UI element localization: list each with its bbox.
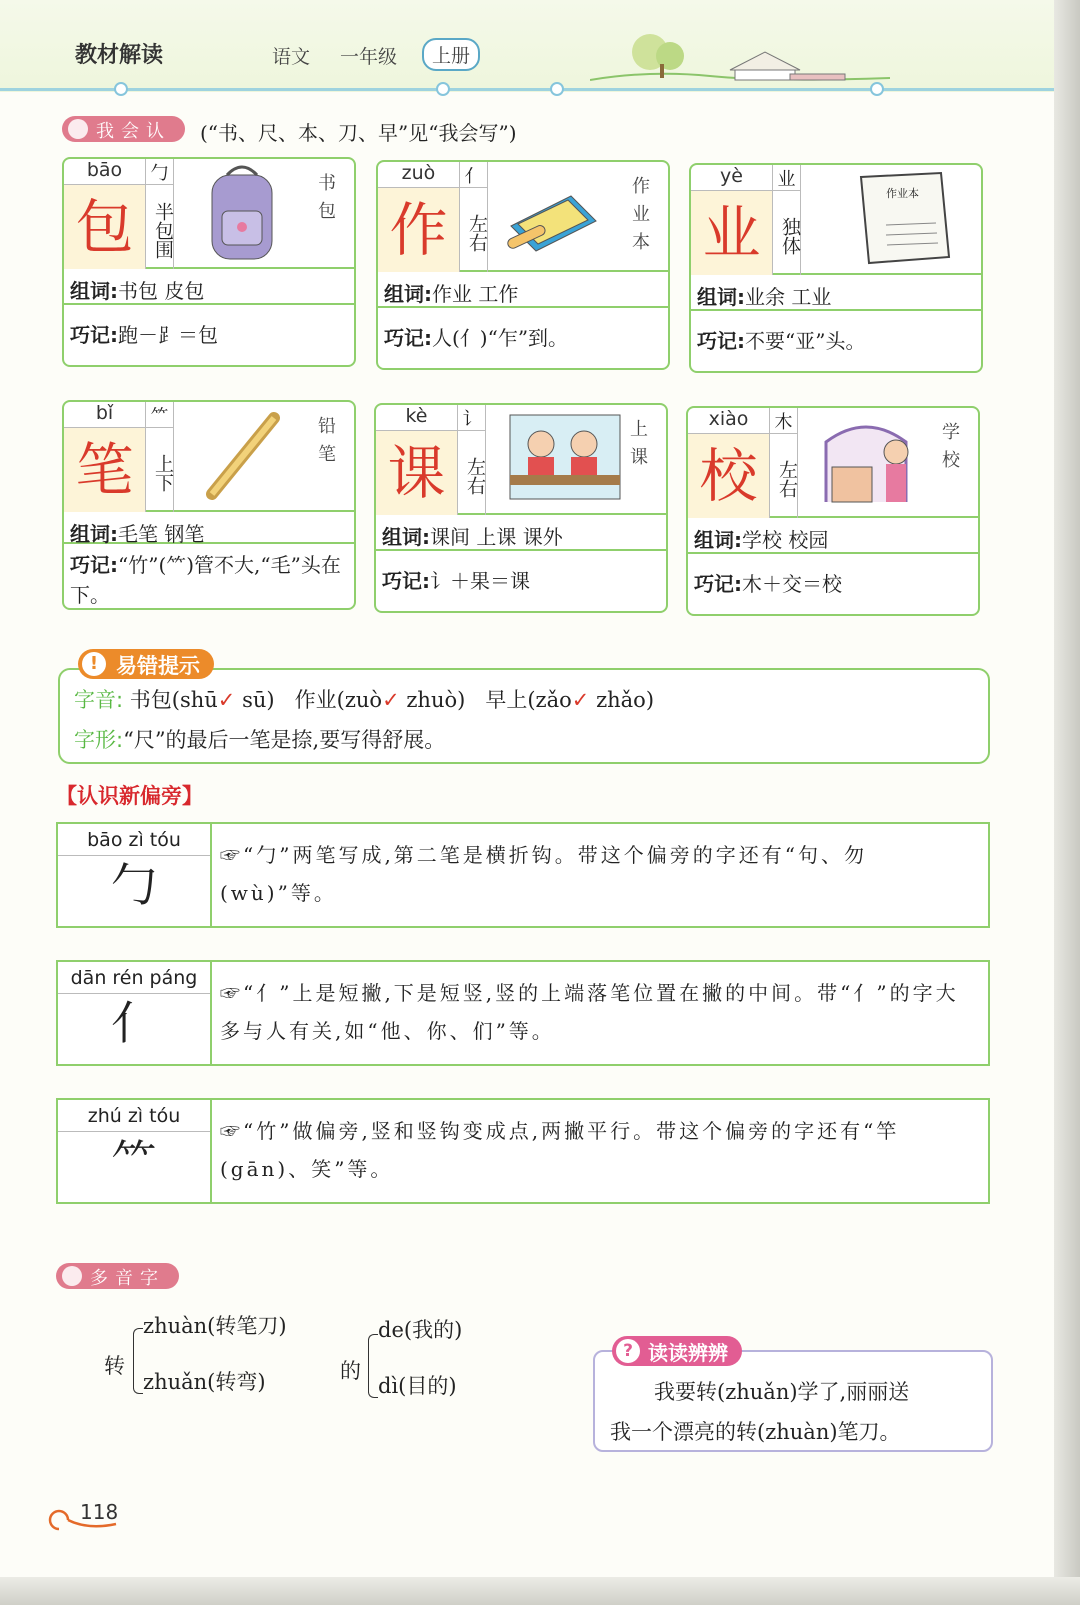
brace-icon	[133, 1328, 143, 1394]
tips-sound-2b: zhuò)	[406, 688, 466, 712]
notebook-picture	[831, 169, 971, 271]
poly-char: 转	[104, 1354, 125, 1378]
picture-word: 上课	[627, 419, 648, 475]
check-mark-icon: ✓	[382, 688, 400, 712]
read-distinguish-header	[612, 1336, 742, 1366]
page-bottom-edge	[0, 1577, 1080, 1605]
header-volume-badge: 上册	[422, 38, 480, 71]
pinyin: bāo	[64, 159, 146, 185]
tips-sound-3b: zhǎo)	[596, 688, 655, 712]
poly-reading: dì(目的)	[378, 1374, 457, 1398]
pencil-picture	[182, 406, 302, 508]
page-header	[0, 0, 1054, 92]
recognize-note: (“书、尺、本、刀、早”见“我会写”)	[200, 121, 517, 145]
radical-row-danren	[56, 960, 990, 1066]
character: 课	[376, 431, 458, 515]
character: 包	[64, 185, 146, 269]
page-edge	[1054, 0, 1080, 1605]
check-mark-icon: ✓	[217, 688, 236, 712]
polyphonic-tag: 多音字	[56, 1263, 179, 1289]
check-mark-icon: ✓	[571, 688, 590, 712]
recognize-tag: 我会认	[62, 116, 185, 142]
compose-label: 组词:	[697, 285, 745, 309]
backpack-picture	[182, 163, 302, 265]
structure: 上下	[146, 428, 174, 512]
tip-label: 巧记:	[384, 326, 432, 350]
tip-text: 讠＋果＝课	[430, 569, 530, 593]
tips-sound-1: 书包(shū	[129, 688, 218, 712]
radical-pinyin: zhú zì tóu	[58, 1100, 210, 1132]
classroom-picture	[506, 409, 626, 511]
tips-sound-1b: sū)	[242, 688, 275, 712]
compose-label: 组词:	[694, 528, 742, 552]
structure: 左右	[770, 434, 798, 518]
character: 作	[378, 188, 460, 272]
poly-reading: zhuǎn(转弯)	[143, 1370, 266, 1394]
compose-label: 组词:	[382, 525, 430, 549]
pinyin: yè	[691, 165, 773, 191]
char-card-zuo	[376, 160, 670, 370]
radical-pinyin: bāo zì tóu	[58, 824, 210, 856]
pinyin: zuò	[378, 162, 460, 188]
structure: 半包围	[146, 185, 174, 269]
tip-label: 巧记:	[697, 329, 745, 353]
header-dot	[436, 82, 450, 96]
read-distinguish-text	[610, 1372, 980, 1452]
error-tips-box	[58, 668, 990, 764]
radical: ⺮	[146, 402, 174, 428]
header-grade: 一年级	[340, 46, 398, 68]
header-subject: 语文	[272, 46, 311, 68]
compose-words: 课间 上课 课外	[430, 525, 563, 549]
page-number: 118	[80, 1500, 119, 1524]
compose-label: 组词:	[384, 282, 432, 306]
tips-sound-3: 早上(zǎo	[485, 688, 572, 712]
header-scene-illustration	[590, 30, 890, 88]
header-title: 教材解读	[75, 43, 164, 68]
picture-word: 作业本	[629, 176, 650, 260]
tips-sound-line	[74, 684, 654, 714]
read-line-1: 我要转(zhuǎn)学了,丽丽送	[654, 1380, 910, 1404]
error-tips-header	[78, 649, 214, 679]
picture-word: 书包	[315, 173, 336, 229]
compose-label: 组词:	[70, 522, 118, 546]
header-dot	[114, 82, 128, 96]
radical-explanation: ☞“亻”上是短撇,下是短竖,竖的上端落笔位置在撇的中间。带“亻”的字大多与人有关,如“他、你、们”等。	[220, 981, 959, 1043]
tip-text: 不要“亚”头。	[745, 329, 866, 353]
compose-words: 书包 皮包	[118, 279, 205, 303]
tip-label: 巧记:	[70, 553, 118, 577]
char-card-bi	[62, 400, 356, 610]
compose-words: 毛笔 钢笔	[118, 522, 205, 546]
compose-words: 作业 工作	[432, 282, 519, 306]
read-line-2: 我一个漂亮的转(zhuàn)笔刀。	[610, 1420, 901, 1444]
char-card-ye	[689, 163, 983, 373]
radical-row-zhu	[56, 1098, 990, 1204]
char-card-ke	[374, 403, 668, 613]
tips-shape-text: “尺”的最后一笔是捺,要写得舒展。	[123, 728, 446, 752]
header-dot	[870, 82, 884, 96]
pinyin: xiào	[688, 408, 770, 434]
tips-sound-2: 作业(zuò	[294, 688, 383, 712]
tip-text: 人(亻)“乍”到。	[432, 326, 569, 350]
tip-label: 巧记:	[70, 323, 118, 347]
error-tips-title: 易错提示	[116, 654, 200, 678]
tips-sound-label: 字音:	[74, 688, 124, 712]
radical: 勹	[146, 159, 174, 185]
tips-shape-line	[74, 724, 445, 754]
tip-label: 巧记:	[694, 572, 742, 596]
tip-label: 巧记:	[382, 569, 430, 593]
character: 校	[688, 434, 770, 518]
poly-reading: de(我的)	[378, 1318, 463, 1342]
char-card-bao	[62, 157, 356, 367]
school-picture	[816, 412, 936, 514]
poly-char: 的	[340, 1359, 361, 1383]
radical-row-bao	[56, 822, 990, 928]
notebook-label: 作业本	[886, 187, 919, 200]
radical-explanation: ☞“竹”做偏旁,竖和竖钩变成点,两撇平行。带这个偏旁的字还有“竿(gān)、笑”等。	[220, 1119, 900, 1181]
picture-word: 铅笔	[315, 416, 336, 472]
exclamation-icon: !	[82, 652, 106, 676]
radical-glyph: ⺮	[111, 1134, 157, 1188]
radical-explanation: ☞“勹”两笔写成,第二笔是横折钩。带这个偏旁的字还有“句、勿(wù)”等。	[220, 843, 868, 905]
char-card-xiao	[686, 406, 980, 616]
tip-text: “竹”(⺮)管不大,“毛”头在下。	[70, 553, 341, 607]
read-distinguish-title: 读读辨辨	[648, 1341, 728, 1365]
structure: 独体	[773, 191, 801, 275]
tips-shape-label: 字形:	[74, 728, 124, 752]
question-icon: ?	[616, 1339, 640, 1363]
compose-words: 学校 校园	[742, 528, 829, 552]
brace-icon	[368, 1334, 378, 1398]
radical: 业	[773, 165, 801, 191]
radicals-section-title: 【认识新偏旁】	[56, 784, 203, 808]
radical-glyph: 亻	[111, 996, 157, 1050]
radical-pinyin: dān rén páng	[58, 962, 210, 994]
radical: 亻	[460, 162, 488, 188]
header-dot	[550, 82, 564, 96]
picture-word: 学校	[939, 422, 960, 478]
radical: 木	[770, 408, 798, 434]
character: 笔	[64, 428, 146, 512]
pinyin: kè	[376, 405, 458, 431]
compose-label: 组词:	[70, 279, 118, 303]
character: 业	[691, 191, 773, 275]
structure: 左右	[460, 188, 488, 272]
tip-text: 木＋交＝校	[742, 572, 842, 596]
radical: 讠	[458, 405, 486, 431]
compose-words: 业余 工业	[745, 285, 832, 309]
radical-glyph: 勹	[111, 858, 157, 912]
structure: 左右	[458, 431, 486, 515]
header-rule	[0, 88, 1054, 91]
poly-reading: zhuàn(转笔刀)	[143, 1314, 287, 1338]
pinyin: bǐ	[64, 402, 146, 428]
tip-text: 跑－⻊＝包	[118, 323, 218, 347]
exercise-book-picture	[496, 166, 616, 268]
